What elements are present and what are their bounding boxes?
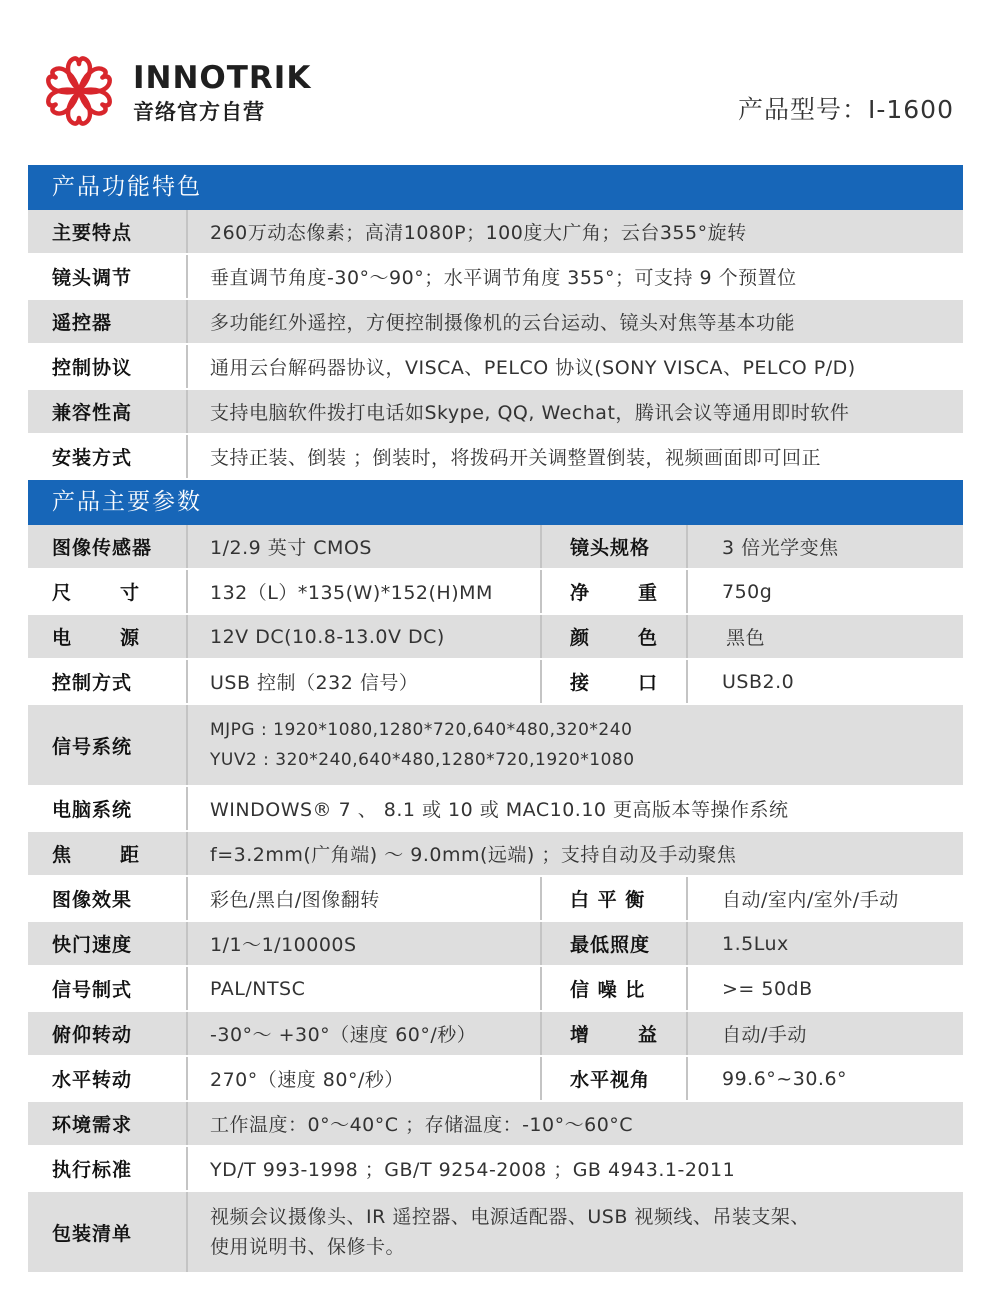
row-value: PAL/NTSC: [210, 977, 306, 1000]
table-row: [28, 1012, 963, 1057]
params-section-title: 产品主要参数: [28, 480, 963, 525]
column-divider: [186, 705, 188, 785]
innotrik-logo-icon: [38, 50, 120, 132]
row-label: 电脑系统: [52, 799, 133, 821]
row-label: 快门速度: [52, 934, 133, 956]
column-divider: [686, 967, 688, 1010]
column-divider: [686, 922, 688, 965]
column-divider: [186, 525, 188, 568]
row-label-2: 白 平 衡: [570, 889, 646, 911]
row-label-2: 增 益: [570, 1024, 658, 1046]
column-divider: [686, 615, 688, 658]
row-label-2: 接 口: [570, 672, 658, 694]
table-row: [28, 877, 963, 922]
row-label: 主要特点: [52, 222, 133, 244]
row-label: 执行标准: [52, 1159, 133, 1181]
row-value: -30°～ +30°（速度 60°/秒）: [210, 1024, 477, 1046]
row-value-2: >= 50dB: [722, 977, 813, 1000]
column-divider: [186, 877, 188, 920]
features-section-title: 产品功能特色: [28, 165, 963, 210]
column-divider: [186, 922, 188, 965]
column-divider: [186, 300, 188, 343]
params-table: [28, 525, 963, 1274]
table-row: [28, 1192, 963, 1274]
row-value-2: 750g: [722, 580, 773, 603]
row-label: 电 源: [52, 627, 140, 649]
brand-name: INNOTRIK: [133, 60, 312, 96]
row-value: MJPG : 1920*1080,1280*720,640*480,320*240 YUV2 : 320*240,640*480,1280*720,1920*1080: [210, 720, 635, 770]
row-value: 1/2.9 英寸 CMOS: [210, 537, 372, 559]
table-row: [28, 570, 963, 615]
row-value: 12V DC(10.8-13.0V DC): [210, 625, 445, 648]
table-row: [28, 300, 963, 345]
row-label: 兼容性高: [52, 402, 133, 424]
column-divider: [686, 570, 688, 613]
table-row: [28, 660, 963, 705]
table-row: [28, 210, 963, 255]
brand-subtitle: 音络官方自营: [133, 100, 265, 124]
column-divider: [186, 570, 188, 613]
row-label: 信号制式: [52, 979, 133, 1001]
column-divider: [186, 1147, 188, 1190]
row-label-2: 信 噪 比: [570, 979, 646, 1001]
row-label-2: 颜 色: [570, 627, 658, 649]
column-divider: [186, 435, 188, 478]
column-divider: [686, 877, 688, 920]
column-divider: [186, 1057, 188, 1100]
row-label: 遥控器: [52, 312, 113, 334]
column-divider: [186, 967, 188, 1010]
column-divider: [686, 1012, 688, 1055]
table-row: [28, 787, 963, 832]
row-label: 控制方式: [52, 672, 133, 694]
row-label-2: 净 重: [570, 582, 658, 604]
row-label: 图像传感器: [52, 537, 153, 559]
row-value-2: 1.5Lux: [722, 932, 789, 955]
column-divider: [186, 1012, 188, 1055]
column-divider: [686, 525, 688, 568]
column-divider: [186, 390, 188, 433]
row-label: 俯仰转动: [52, 1024, 133, 1046]
row-value-2: 99.6°~30.6°: [722, 1067, 848, 1090]
row-value: WINDOWS® 7 、 8.1 或 10 或 MAC10.10 更高版本等操作系统: [210, 799, 789, 821]
table-row: [28, 615, 963, 660]
row-value: 工作温度：0°～40°C ；存储温度：-10°～60°C: [210, 1114, 634, 1136]
table-row: [28, 705, 963, 787]
row-label: 控制协议: [52, 357, 133, 379]
column-divider: [186, 660, 188, 703]
row-label: 镜头调节: [52, 267, 133, 289]
row-label: 安装方式: [52, 447, 133, 469]
row-label: 图像效果: [52, 889, 133, 911]
table-row: [28, 435, 963, 480]
row-value-2: 自动/室内/室外/手动: [722, 889, 899, 911]
row-label-2: 最低照度: [570, 934, 651, 956]
row-value: 垂直调节角度-30°～90°；水平调节角度 355°；可支持 9 个预置位: [210, 267, 797, 289]
row-value-2: USB2.0: [722, 670, 795, 693]
row-value: 支持电脑软件拨打电话如Skype, QQ, Wechat，腾讯会议等通用即时软件: [210, 402, 850, 424]
row-value: 1/1～1/10000S: [210, 934, 357, 956]
table-row: [28, 967, 963, 1012]
row-value-2: 自动/手动: [722, 1024, 807, 1046]
row-value: 多功能红外遥控，方便控制摄像机的云台运动、镜头对焦等基本功能: [210, 312, 796, 334]
row-value: f=3.2mm(广角端) ～ 9.0mm(远端) ；支持自动及手动聚焦: [210, 844, 737, 866]
row-value: YD/T 993-1998 ；GB/T 9254-2008 ；GB 4943.1-2011: [210, 1159, 736, 1181]
row-value-2: 3 倍光学变焦: [722, 537, 839, 559]
row-value: 270°（速度 80°/秒）: [210, 1069, 404, 1091]
row-label-2: 水平视角: [570, 1069, 651, 1091]
column-divider: [186, 832, 188, 875]
page-header: [0, 0, 990, 160]
table-row: [28, 1147, 963, 1192]
row-value: 通用云台解码器协议，VISCA、PELCO 协议(SONY VISCA、PELCO P/D): [210, 357, 856, 379]
row-value-2: 黑色: [726, 627, 766, 649]
table-row: [28, 525, 963, 570]
row-label: 焦 距: [52, 844, 140, 866]
row-label: 包装清单: [52, 1222, 133, 1245]
table-row: [28, 255, 963, 300]
column-divider: [686, 1057, 688, 1100]
table-row: [28, 390, 963, 435]
row-label-2: 镜头规格: [570, 537, 651, 559]
row-value: 支持正装、倒装 ；倒装时，将拨码开关调整置倒装，视频画面即可回正: [210, 447, 822, 469]
column-divider: [186, 1102, 188, 1145]
column-divider: [186, 210, 188, 253]
product-model: 产品型号：I-1600: [737, 95, 954, 124]
column-divider: [186, 615, 188, 658]
table-row: [28, 1102, 963, 1147]
table-row: [28, 345, 963, 390]
row-value: 彩色/黑白/图像翻转: [210, 889, 380, 911]
row-label: 水平转动: [52, 1069, 133, 1091]
column-divider: [186, 345, 188, 388]
column-divider: [686, 660, 688, 703]
row-value: USB 控制（232 信号）: [210, 672, 419, 694]
row-value: 视频会议摄像头、IR 遥控器、电源适配器、USB 视频线、吊装支架、 使用说明书、保修卡。: [210, 1206, 810, 1258]
row-value: 132（L）*135(W)*152(H)MM: [210, 582, 493, 604]
table-row: [28, 922, 963, 967]
column-divider: [186, 1192, 188, 1272]
table-row: [28, 832, 963, 877]
column-divider: [186, 787, 188, 830]
row-label: 信号系统: [52, 735, 133, 758]
table-row: [28, 1057, 963, 1102]
features-table: [28, 210, 963, 480]
row-label: 环境需求: [52, 1114, 133, 1136]
row-value: 260万动态像素；高清1080P；100度大广角；云台355°旋转: [210, 222, 747, 244]
row-label: 尺 寸: [52, 582, 140, 604]
column-divider: [186, 255, 188, 298]
